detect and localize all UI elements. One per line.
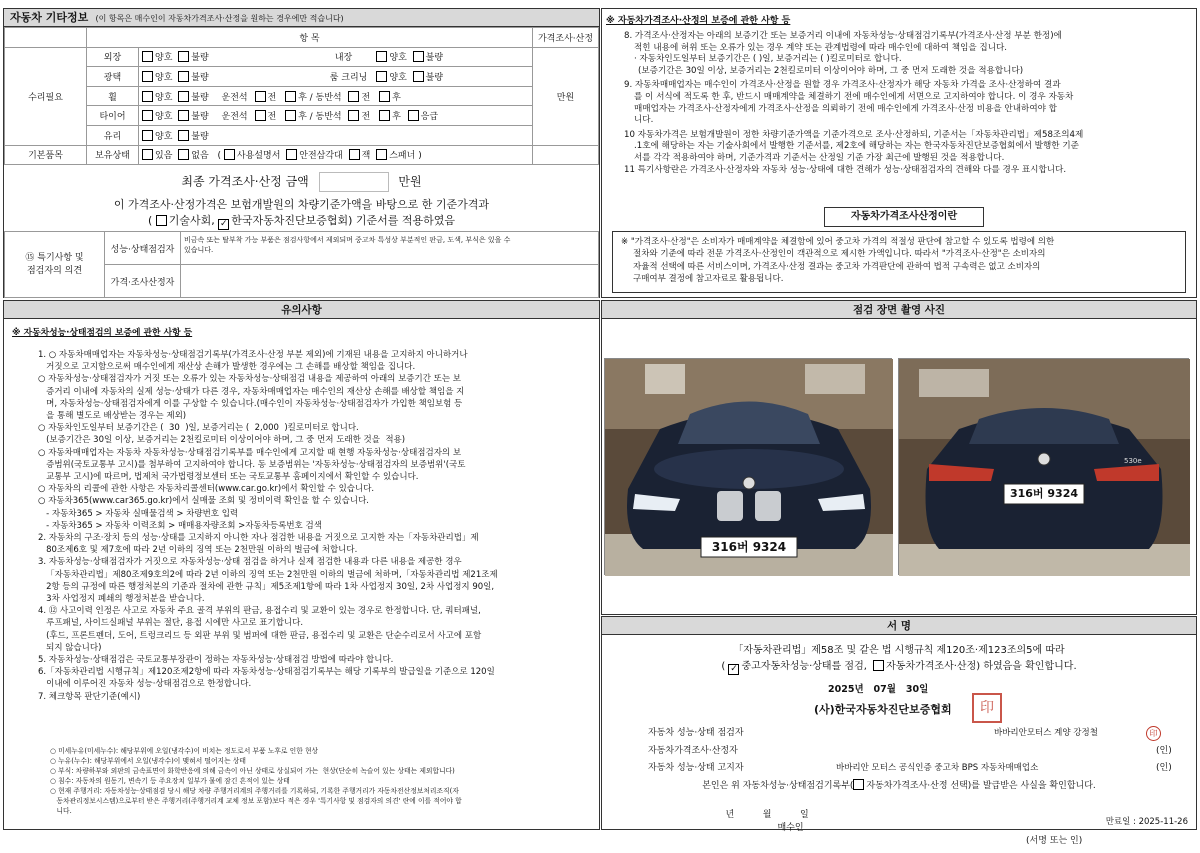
repair-table: 항 목 가격조사·산정 수리필요 외장 양호 불량 내장 양호 불량 만원 광택 양호 불량 룸 크리닝 양호 불량 휠 양호 불량 운전석 전 후 / 동반석 전 후 타이어 양호 불량 운전석 전 후 / 동반석 전 후 응급 유리 양호 불량 기본품목 보유상태 있음 없음 ( 사용설명서 안전삼각대 잭 스패너 ): [4, 27, 599, 165]
price-unit: 만원: [533, 47, 599, 145]
notice-line: 며, 자동차성능·상태점검자에게 이를 구상할 수 있습니다.(매수인이 자동차성능·상태점검자가 가입한 책임보험 등: [38, 398, 463, 409]
col-price-header: 가격조사·산정: [533, 28, 599, 48]
signature-panel: [601, 616, 1197, 846]
price-inspector-sign-label: 자동차가격조사·산정자: [648, 745, 738, 756]
performance-check-checkbox[interactable]: ✓: [730, 664, 738, 674]
front-plate: 316버 9324: [711, 540, 787, 554]
notice-line: 되지 않습니다): [38, 642, 102, 653]
notice-section-title: ※ 자동차성능·상태점검의 보증에 관한 사항 등: [12, 328, 193, 338]
col-item-header: 항 목: [87, 28, 533, 48]
price-definition-box-title: 자동차가격조사산정이란: [824, 207, 984, 227]
buyer-label: 매수인: [777, 823, 804, 833]
front-photo: [604, 358, 892, 575]
price-survey-checkbox[interactable]: [873, 660, 884, 671]
notice-line: 80조제6호 및 제7호에 따라 2년 이하의 징역 또는 2천만원 이하의 벌금에 처합니다.: [38, 545, 358, 556]
notice-header: 유의사항: [4, 301, 599, 319]
exterior-bad-checkbox[interactable]: [178, 51, 189, 62]
room-good-checkbox[interactable]: [376, 71, 387, 82]
vehicle-other-info-panel: [3, 8, 600, 298]
notice-small-line: ○ 부식: 차량하부와 외판의 금속표면이 화학반응에 의해 금속이 아닌 상태로 상실되어 가는 현상(단순히 녹슬어 있는 상태는 제외합니다): [50, 767, 455, 775]
perf-inspector-opinion: 비금속 또는 탈부착 가능 부품은 점검사항에서 제외되며 중고차 특성상 부분적인 판금, 도색, 부식은 있을 수 있습니다.: [181, 232, 599, 265]
notice-line: 6.「자동차관리법 시행규칙」제120조제2항에 따라 자동차성능·상태점검기록부는 해당 기록부의 발급일을 기준으로 120일: [38, 667, 495, 678]
notice-line: 2. 자동차의 구조·장치 등의 성능·상태를 고지하지 아니한 자나 점검한 내용을 거짓으로 고지한 자는「자동차관리법」제: [38, 533, 479, 544]
tech-society-checkbox[interactable]: [156, 215, 167, 226]
rear-photo: [898, 358, 1189, 575]
notice-line: 1. ○ 자동차매매업자는 자동차성능·상태점검기록부(가격조사·산정 부분 제외)에 기재된 내용을 고지하지 아니하거나: [38, 350, 468, 360]
signature-date: 2025년 07월 30일: [828, 684, 929, 695]
other-info-header: [4, 9, 599, 27]
manual-checkbox[interactable]: [224, 149, 235, 160]
receipt-price-checkbox[interactable]: [853, 779, 864, 790]
signature-confirm-line: ( ✓ 중고자동차성능·상태를 점검, 자동차가격조사·산정) 하였음을 확인합니다.: [721, 661, 1077, 674]
price-guarantee-panel: [601, 8, 1197, 298]
triangle-checkbox[interactable]: [286, 149, 297, 160]
notice-small-line: 동차관리정보시스템)으로부터 받은 주행거리(주행거리계 교체 정보 포함)보다 적은 경우 '특기사항 및 점검자의 의견' 란에 이를 적어야 합: [50, 797, 462, 805]
notice-line: - 자동차365 > 자동차 실매물검색 > 차량번호 입력: [38, 508, 239, 519]
notice-small-line: ○ 미세누유(미세누수): 해당부위에 오일(냉각수)이 비치는 정도로서 부품 노후로 인한 현상: [50, 747, 319, 755]
spanner-checkbox[interactable]: [376, 149, 387, 160]
notice-line: 루프패널, 사이드실패널 부위는 절단, 용접 시에만 사고로 표기합니다.: [38, 618, 304, 629]
tire-passenger-rear-checkbox[interactable]: [379, 110, 390, 121]
glass-good-checkbox[interactable]: [142, 130, 153, 141]
perf-inspector-label: 성능·상태점검자: [105, 232, 181, 265]
wheel-driver-front-checkbox[interactable]: [255, 91, 266, 102]
inspector-value: 바바리안모터스 계양 강정철: [994, 728, 1098, 738]
other-info-subtitle: (이 항목은 매수인이 자동차가격조사·산정을 원하는 경우에만 적습니다): [95, 14, 344, 23]
wheel-bad-checkbox[interactable]: [178, 91, 189, 102]
repair-item-glass: 유리: [87, 125, 139, 145]
kadi-checkbox[interactable]: ✓: [219, 219, 228, 229]
possession-label: 보유상태: [87, 145, 139, 165]
receipt-line: 본인은 위 자동차성능·상태점검기록부( 자동차가격조사·산정 선택)를 발급받은 사실을 확인합니다.: [702, 781, 1096, 791]
notice-small-lines: [50, 746, 462, 816]
photo-panel: [601, 300, 1197, 615]
wheel-passenger-front-checkbox[interactable]: [348, 91, 359, 102]
notice-small-line: 니다.: [50, 807, 72, 815]
exterior-good-checkbox[interactable]: [142, 51, 153, 62]
buyer-signature: (서명 또는 인): [1026, 836, 1083, 846]
notice-line: ○ 자동차매매업자는 자동차 자동차성능·상태점검기록부를 매수인에게 고지할 때 현행 자동차성능·상태점검자의 보: [38, 447, 462, 458]
signature-rows: [648, 725, 1188, 778]
signature-header: 서 명: [602, 617, 1196, 635]
rear-plate: 316버 9324: [1009, 487, 1079, 500]
wheel-driver-rear-checkbox[interactable]: [285, 91, 296, 102]
repair-item-interior: 내장: [334, 53, 353, 64]
gloss-good-checkbox[interactable]: [142, 71, 153, 82]
possess-no-checkbox[interactable]: [178, 149, 189, 160]
notice-line: 4. ⑫ 사고이력 인정은 사고로 자동차 주요 골격 부위의 판금, 용접수리 및 교환이 있는 경우로 한정합니다. 단, 쿼터패널,: [38, 606, 481, 617]
other-info-title: 자동차 기타정보: [10, 11, 89, 24]
basis-text: 이 가격조사·산정가격은 보험개발원의 차량기준가액을 바탕으로 한 기준가격과 ( 기술사회, ✓ 한국자동차진단보증협회) 기준서를 적용하였음: [113, 198, 490, 229]
tire-bad-checkbox[interactable]: [178, 110, 189, 121]
wheel-passenger-rear-checkbox[interactable]: [379, 91, 390, 102]
final-price-input[interactable]: [319, 172, 389, 192]
notice-line: 을 통해 별도로 배상받는 경우는 제외): [38, 411, 187, 422]
notice-panel: [3, 300, 600, 830]
tire-driver-front-checkbox[interactable]: [255, 110, 266, 121]
notice-line: 증거리 이내에 자동차의 실제 성능·상태가 다른 경우, 자동차매매업자는 매수인의 재산상 손해를 배상할 책임을 지: [38, 386, 465, 397]
notice-line: - 자동차365 > 자동차 이력조회 > 매매용자량조회 >자동차등록번호 검색: [38, 520, 322, 531]
notice-small-line: ○ 침수: 자동차의 원동기, 변속기 등 주요장치 일부가 물에 잠긴 흔적이 있는 상태: [50, 777, 290, 785]
repair-item-tire: 타이어: [87, 106, 139, 126]
interior-good-checkbox[interactable]: [376, 51, 387, 62]
interior-bad-checkbox[interactable]: [413, 51, 424, 62]
inspector-seal: 印: [1146, 726, 1161, 741]
repair-item-gloss: 광택: [87, 67, 139, 87]
basic-items-label: 기본품목: [5, 145, 87, 165]
price-inspector-opinion: [181, 265, 599, 298]
notice-line: ○ 자동차365(www.car365.go.kr)에서 실매물 조회 및 정비이력 확인을 할 수 있습니다.: [38, 496, 370, 507]
rear-model-badge: 530e: [1124, 457, 1142, 465]
notice-line: (보증기간은 30일 이상, 보증거리는 2천킬로미터 이상이어야 하며, 그 중 먼저 도래한 것을 적용): [38, 435, 406, 446]
wheel-good-checkbox[interactable]: [142, 91, 153, 102]
notice-line: ○ 자동차의 리콜에 관한 사항은 자동차리콜센터(www.car.go.kr)에서 확인할 수 있습니다.: [38, 484, 375, 495]
price-inspector-label: 가격·조사산정자: [105, 265, 181, 298]
tire-passenger-front-checkbox[interactable]: [348, 110, 359, 121]
expiry-date: 만료일 : 2025-11-26: [1105, 817, 1188, 827]
possess-yes-checkbox[interactable]: [142, 149, 153, 160]
price-guarantee-title: ※ 자동차가격조사·산정의 보증에 관한 사항 등: [606, 16, 791, 26]
notice-line: 교통부 고시)에 따르며, 법제처 국가법령정보센터 또는 국토교통부 홈페이지에서 확인할 수 있습니다.: [38, 472, 419, 483]
notice-line: 5. 자동차성능·상태점검은 국토교통부장관이 정하는 자동차성능·상태점검 방법에 따라야 합니다.: [38, 655, 394, 666]
final-price-unit: 만원: [398, 174, 422, 189]
repair-item-wheel: 휠: [87, 86, 139, 106]
room-bad-checkbox[interactable]: [413, 71, 424, 82]
notice-small-line: ○ 현재 주행거리: 자동차성능·상태점검 당시 해당 차량 주행거리계의 주행거리를 기록하되, 기록한 주행거리가 자동차전산정보처리조직(자: [50, 787, 459, 795]
price-definition-box: ※ "가격조사·산정"은 소비자가 매매계약을 체결함에 있어 중고차 가격의 적절성 판단에 참고할 수 있도록 법령에 의한 절차와 기준에 따라 전문 가격조사·산정인이 객관적으로 제시한 가액입니다. 따라서 "가격조사·산정"은 소비자의 자율적 선택에 따른 서비스이며, 가격조사·산정 결과는 중고차 가격판단에 관하여 법적 구속력은 없고 소비자의 구매여부 결정에 참고자료로 활용됩니다.: [612, 231, 1186, 293]
receipt-date: 년 월 일: [725, 810, 809, 820]
notice-line: 이내에 이루어진 자동차 성능·상태점검으로 한정합니다.: [38, 679, 252, 690]
notice-lines: [38, 349, 498, 703]
tire-good-checkbox[interactable]: [142, 110, 153, 121]
tire-driver-rear-checkbox[interactable]: [285, 110, 296, 121]
repair-needed-label: 수리필요: [5, 47, 87, 145]
notice-line: 7. 체크항목 판단기준(예시): [38, 691, 141, 702]
notice-line: 거짓으로 고지함으로써 매수인에게 재산상 손해가 발생한 경우에는 그 손해를 배상할 책임을 집니다.: [38, 362, 416, 373]
notice-line: ○ 자동차성능·상태점검자가 거짓 또는 오류가 있는 자동차성능·상태점검 내용을 제공하여 아래의 보증기간 또는 보: [38, 374, 461, 385]
tire-emergency-checkbox[interactable]: [408, 110, 419, 121]
price-guarantee-text: 8. 가격조사·산정자는 아래의 보증기간 또는 보증거리 이내에 자동차성능·상태점검기록부(가격조사·산정 부분 한정)에 적힌 내용에 허위 또는 오류가 있는 경우 계약 또는 관계법령에 따라 매수인에 대하여 책임을 집니다. · 자동차인도일부터 보증기간은 ( )일, 보증거리는 ( )킬로미터로 합니다. (보증기간은 30일 이상, 보증거리는 2천킬로미터 이상이어야 하며, 그 중 먼저 도래한 것을 적용합니다) 9. 자동차매매업자는 매수인이 가격조사·산정을 원할 경우 가격조사·산정자가 해당 자동차 가격을 조사·산정하여 결과 를 이 서식에 적도록 한 후, 반드시 매매계약을 체결하기 전에 매수인에게 서면으로 고지하여야 합니다. 이 경우 자동차 매매업자는 가격조사·산정자에게 가격조사·산정을 의뢰하기 전에 매수인에게 가격조사·산정 비용을 안내하여야 합 니다. 10 자동차가격은 보험개발원이 정한 차량기준가액을 기준가격으로 조사·산정하되, 기준서는「자동차관리법」제58조의4제 .1호에 해당하는 자는 기술사회에서 발행한 기준서를, 제2호에 해당하는 자는 한국자동차진단보증협회에서 발행한 기준 서를 각각 적용하여야 하며, 기준가격과 기준서는 산정일 기준 가장 최근에 발행된 것을 적용합니다. 11 특기사항란은 가격조사·산정자와 자동차 성능·상태에 대한 견해가 성능·상태점검자의 견해와 다를 경우 표시합니다.: [624, 31, 1084, 175]
notifier-seal: (인): [1156, 763, 1172, 773]
notice-line: 3차 사업정지 폐쇄의 행정처분을 받습니다.: [38, 594, 205, 605]
gloss-bad-checkbox[interactable]: [178, 71, 189, 82]
notice-line: 3. 자동차성능·상태점검자가 거짓으로 자동차성능·상태 점검을 하거나 실제 점검한 내용과 다른 내용을 제공한 경우: [38, 557, 462, 568]
notifier-label: 자동차 성능·상태 고지자: [648, 763, 744, 773]
association-seal: 印: [972, 693, 1002, 723]
signature-law-line: 「자동차관리법」제58조 및 같은 법 시행규칙 제120조·제123조의5에 따라: [733, 645, 1065, 656]
final-price-label: 최종 가격조사·산정 금액: [181, 174, 309, 189]
notice-line: ○ 자동차인도일부터 보증기간은 ( 30 )일, 보증거리는 ( 2,000 )킬로미터로 합니다.: [38, 423, 359, 434]
price-inspector-seal: (인): [1156, 745, 1172, 756]
glass-bad-checkbox[interactable]: [178, 130, 189, 141]
repair-item-room-cleaning: 룸 크리닝: [329, 72, 368, 83]
jack-checkbox[interactable]: [349, 149, 360, 160]
notifier-value: 바바리안 모터스 공식인증 중고차 BPS 자동차매매업소: [836, 763, 1039, 773]
photo-header: 점검 장면 촬영 사진: [602, 301, 1196, 319]
final-price-row: [4, 172, 599, 192]
notice-line: 2항 등의 규정에 따른 행정처분의 기준과 절차에 관한 규칙」제5조제1항에 따라 1차 사업정지 30일, 2차 사업정지 90일,: [38, 581, 495, 592]
rear-car-illustration: [899, 359, 1190, 576]
repair-item-exterior: 외장: [87, 47, 139, 67]
special-notes-table: [4, 231, 599, 298]
inspector-label: 자동차 성능·상태 점검자: [648, 728, 744, 738]
association-name: (사)한국자동차진단보증협회: [814, 703, 952, 716]
special-notes-label: ⑮ 특기사항 및 점검자의 의견: [5, 232, 105, 298]
notice-small-line: ○ 누유(누수): 해당부위에서 오일(냉각수)이 맺혀서 떨어지는 상태: [50, 757, 246, 765]
notice-line: 증범위(국토교통부 고시)를 첨부하여 고지하여야 합니다. 동 보증범위는 '자동차성능·상태점검자의 보증범위'(국토: [38, 459, 466, 470]
notice-line: (후드, 프론트펜더, 도어, 트렁크리드 등 외판 부위 및 범퍼에 대한 판금, 용접수리 및 교환은 단순수리로서 사고에 포함: [38, 630, 482, 641]
notice-line: 「자동차관리법」제80조제9호의2에 따라 2년 이하의 징역 또는 2천만원 이하의 벌금에 처하며,「자동차관리법 제21조제: [38, 569, 498, 580]
